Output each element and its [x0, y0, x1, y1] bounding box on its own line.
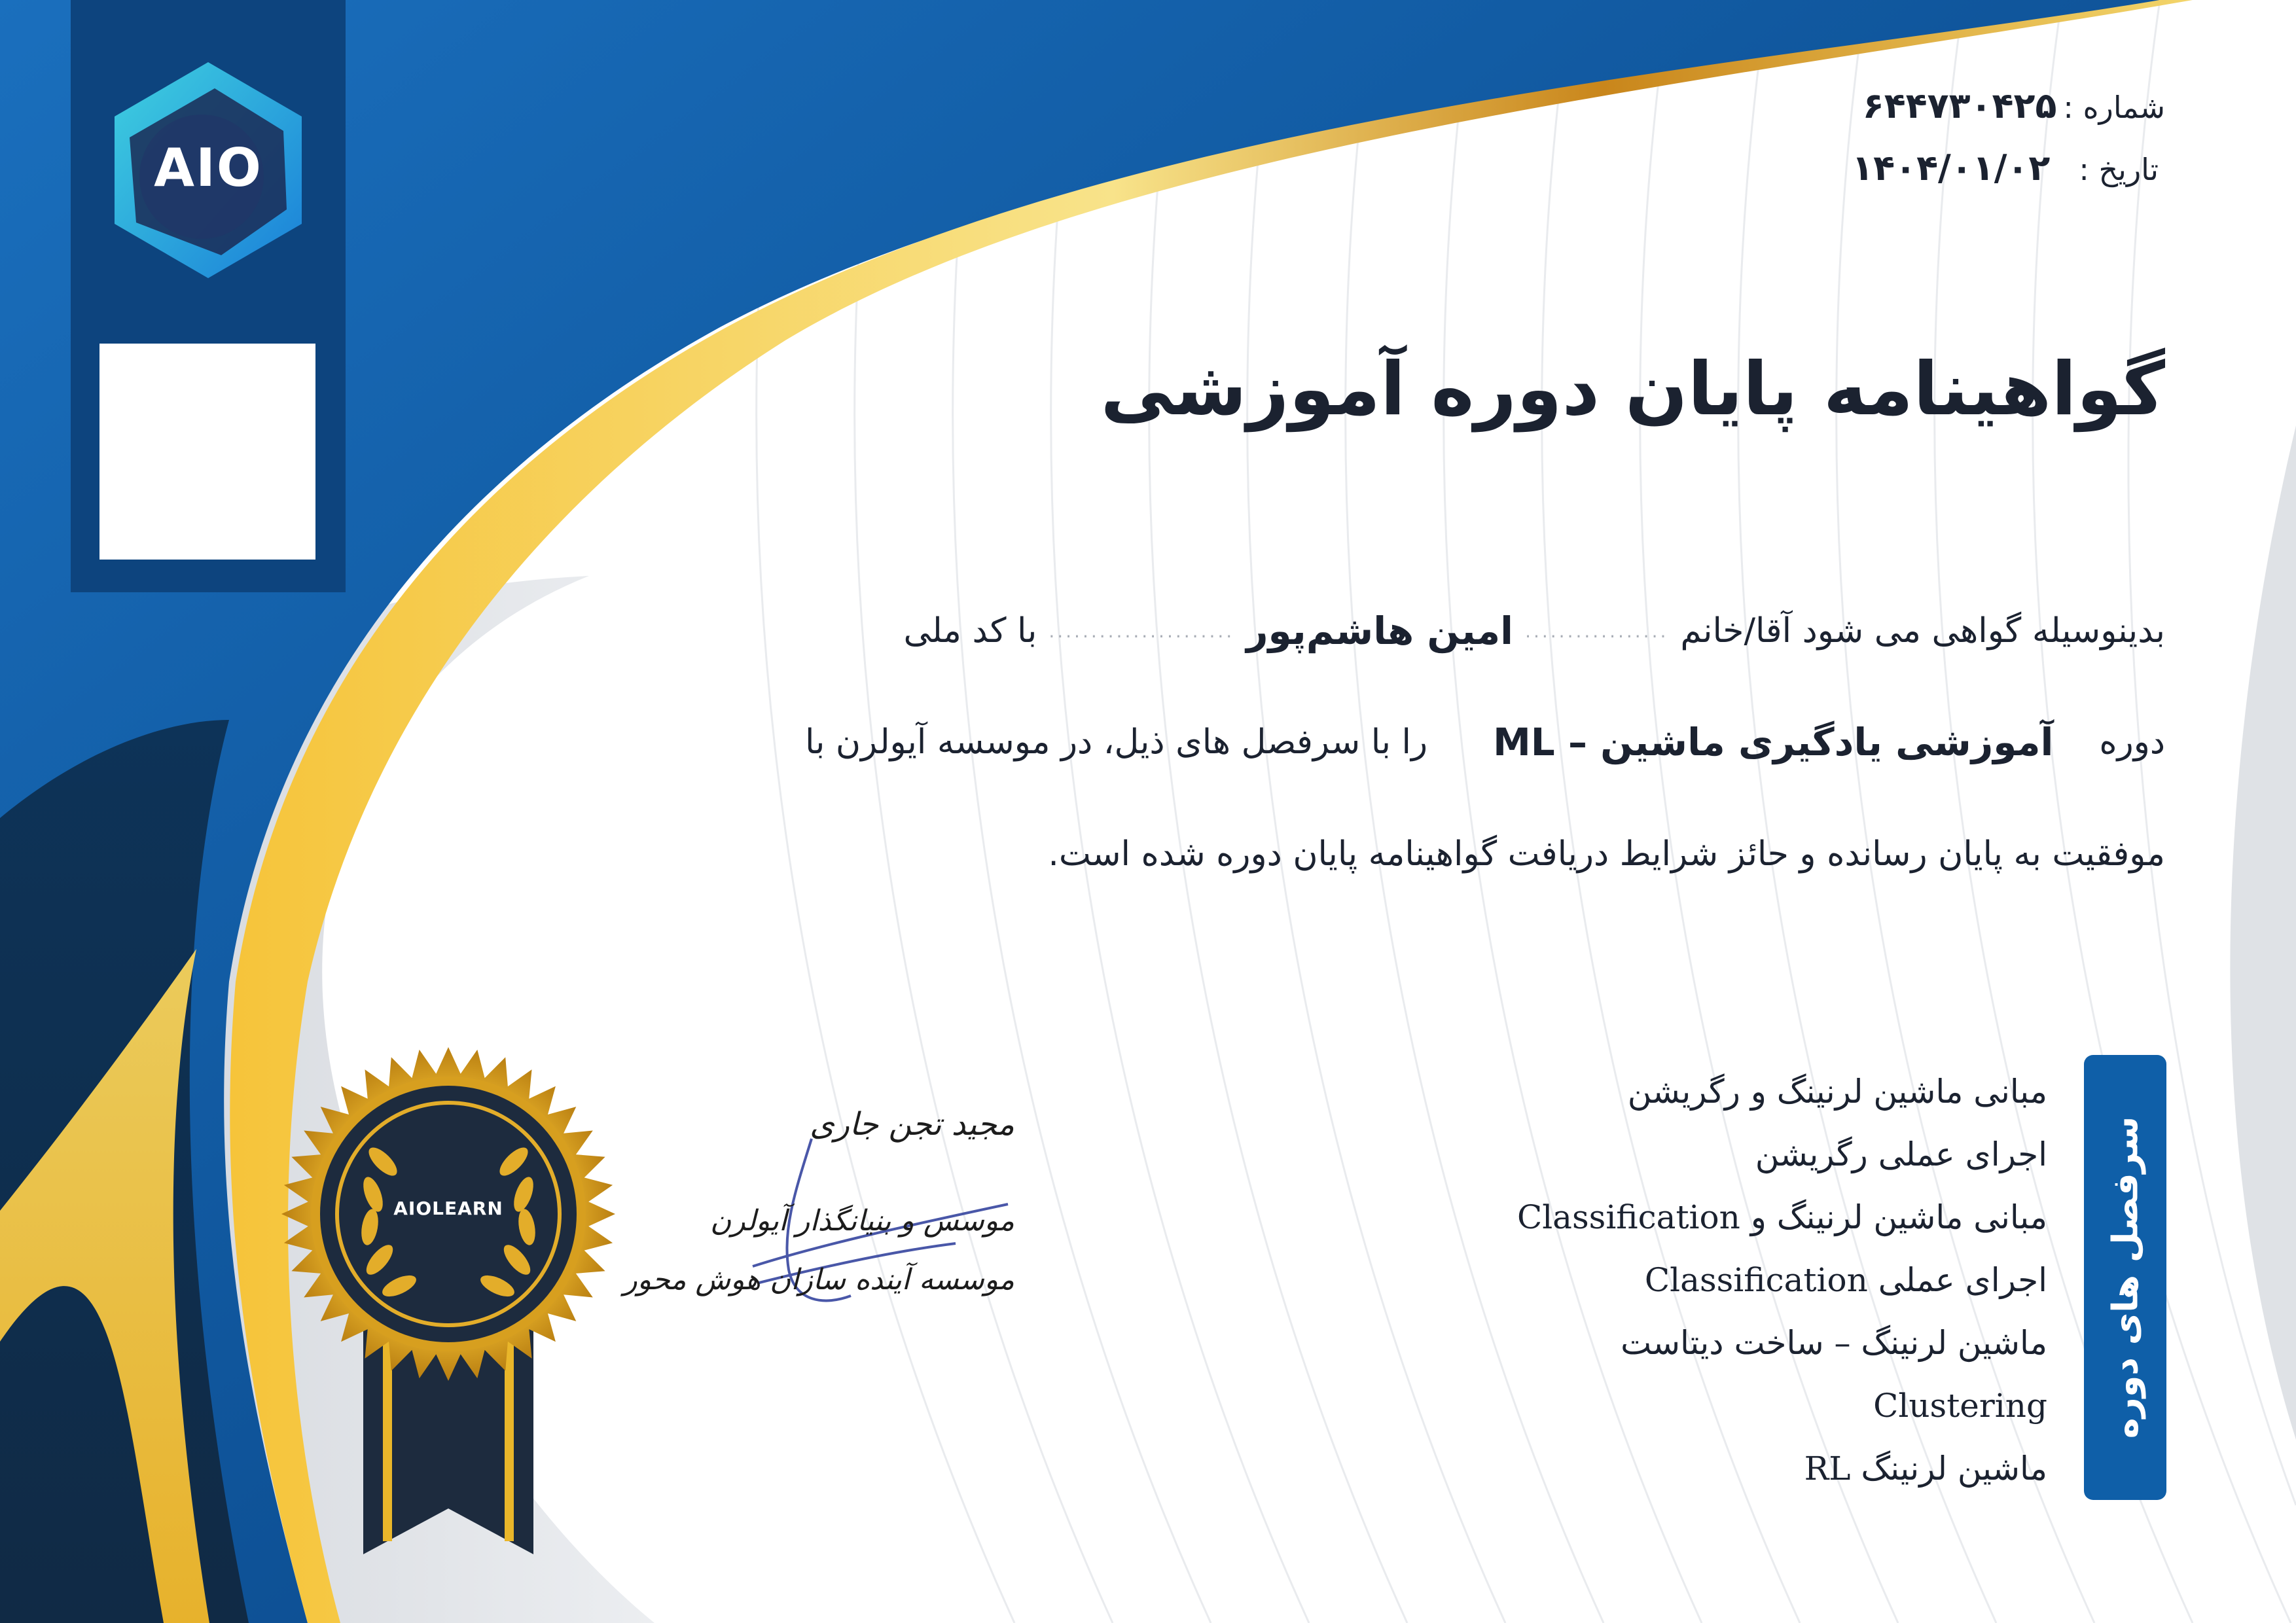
line1-prefix: بدینوسیله گواهی می شود آقا/خانم — [1680, 611, 2165, 651]
recipient-name: امین هاشم‌پور — [1246, 609, 1514, 653]
line1-suffix: با کد ملی — [903, 611, 1037, 651]
topic-item: اجرای عملی رگریشن — [1755, 1135, 2047, 1173]
body-line-2 — [805, 720, 2165, 764]
certificate-number-row — [1863, 85, 2165, 126]
line2-suffix: را با سرفصل های ذیل، در موسسه آیولرن با — [804, 722, 1428, 762]
topic-item: اجرای عملی Classification — [1644, 1261, 2047, 1299]
topic-item: مبانی ماشین لرنینگ و رگریشن — [1627, 1073, 2047, 1111]
seal — [350, 1198, 547, 1219]
body-line-3: موفقیت به پایان رسانده و حائز شرایط دریافت گواهینامه پایان دوره شده است. — [1048, 834, 2165, 874]
number-value: ۶۴۴۷۳۰۴۲۵ — [1862, 85, 2057, 126]
number-label: شماره : — [2063, 90, 2165, 125]
date-label: تاریخ : — [2079, 152, 2159, 187]
topic-item: مبانی ماشین لرنینگ و Classification — [1516, 1198, 2047, 1236]
logo-text: AIO — [154, 137, 262, 198]
body-line-1 — [904, 609, 2166, 653]
signer-org: موسسه آینده سازان هوش محور — [623, 1263, 1014, 1296]
topics-heading: سرفصل های دوره — [2104, 1116, 2146, 1439]
topic-item: ماشین لرنینگ RL — [1804, 1450, 2047, 1488]
line2-prefix: دوره — [2099, 722, 2165, 762]
topics-list — [1131, 1060, 2047, 1500]
logo — [130, 137, 287, 203]
signer-name: مجید تجن جاری — [810, 1106, 1014, 1143]
name-dots-left: ................. — [1525, 620, 1669, 642]
seal-text: AIOLEARN — [393, 1198, 503, 1219]
date-row — [1852, 147, 2159, 188]
date-value: ۱۴۰۴/۰۱/۰۲ — [1852, 147, 2051, 188]
topic-item: ماشین لرنینگ – ساخت دیتاست — [1621, 1324, 2047, 1362]
name-dots-right: ...................... — [1049, 620, 1235, 642]
certificate-title: گواهینامه پایان دوره آموزشی — [1100, 347, 2165, 432]
signature-block — [623, 1106, 1014, 1322]
signer-role: موسس و بنیانگذار آیولرن — [710, 1204, 1014, 1238]
photo-placeholder — [99, 344, 315, 560]
course-name: آموزشی یادگیری ماشین – ML — [1493, 720, 2054, 764]
topics-heading-tab — [2084, 1055, 2166, 1500]
topic-item: Clustering — [1873, 1387, 2047, 1425]
